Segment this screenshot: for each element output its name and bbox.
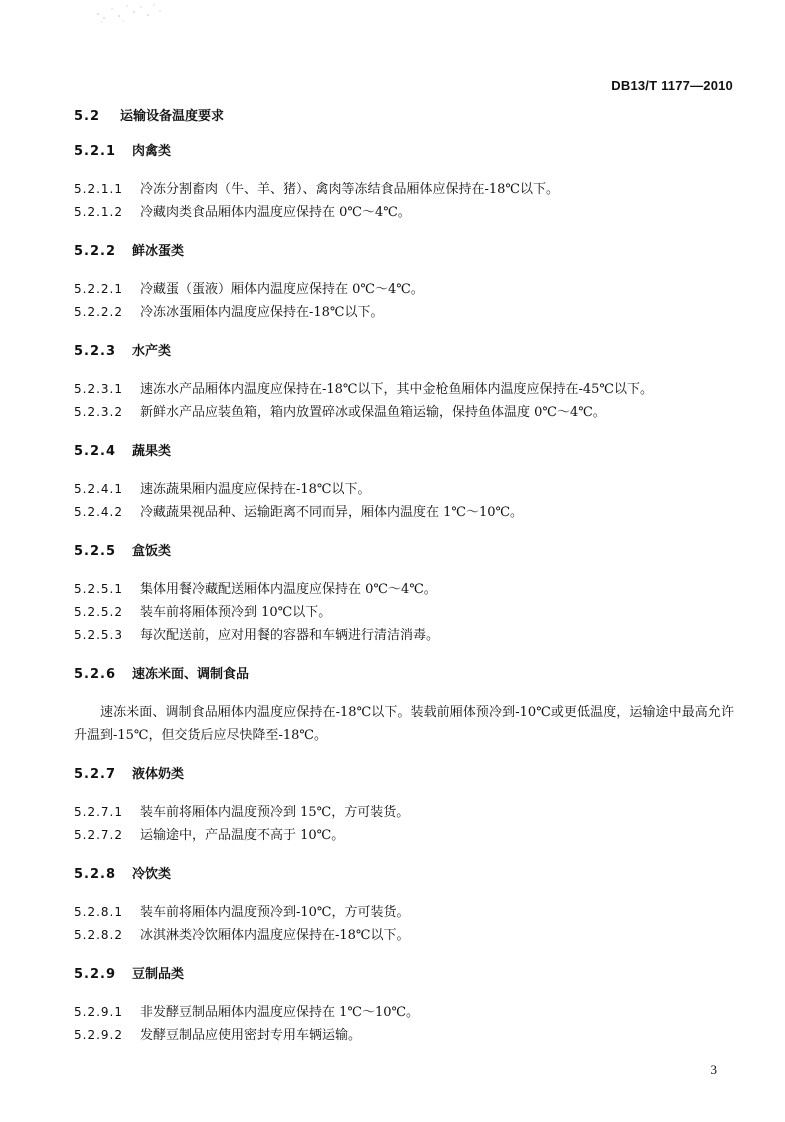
subsection-number: 5.2.7 — [74, 767, 117, 782]
clause-text: 冷冻冰蛋厢体内温度应保持在-18℃以下。 — [140, 305, 384, 320]
section-title: 运输设备温度要求 — [120, 109, 225, 124]
section-number: 5.2 — [74, 109, 101, 124]
subsection-number: 5.2.3 — [74, 344, 117, 359]
clause-item — [74, 201, 734, 224]
clause-item — [74, 378, 734, 401]
subsection-title: 水产类 — [132, 344, 172, 359]
clause-text: 速冻蔬果厢内温度应保持在-18℃以下。 — [140, 482, 371, 497]
clause-item — [74, 578, 734, 601]
subsection-heading — [74, 666, 734, 684]
clause-number: 5.2.1.1 — [74, 182, 123, 196]
subsection-title: 冷饮类 — [132, 867, 172, 882]
clause-number: 5.2.5.3 — [74, 628, 123, 642]
subsection-number: 5.2.1 — [74, 144, 117, 159]
subsection-heading — [74, 243, 734, 261]
subsection-title: 盒饭类 — [132, 544, 172, 559]
clause-paragraph: 速冻米面、调制食品厢体内温度应保持在-18℃以下。装载前厢体预冷到-10℃或更低温度，运输途中最高允许升温到-15℃，但交货后应尽快降至-18℃。 — [74, 705, 734, 743]
clause-item — [74, 824, 734, 847]
clause-text: 冷冻分割畜肉（牛、羊、猪）、禽肉等冻结食品厢体应保持在-18℃以下。 — [140, 182, 559, 197]
clause-item — [74, 178, 734, 201]
clause-number: 5.2.4.2 — [74, 505, 123, 519]
clause-item — [74, 924, 734, 947]
subsection-heading — [74, 966, 734, 984]
clause-item — [74, 1024, 734, 1047]
document-body — [74, 108, 734, 1047]
clause-item — [74, 601, 734, 624]
clause-text: 非发酵豆制品厢体内温度应保持在 1℃～10℃。 — [140, 1005, 420, 1020]
clause-number: 5.2.7.2 — [74, 828, 123, 842]
clause-number: 5.2.3.2 — [74, 405, 123, 419]
clause-text: 新鲜水产品应装鱼箱，箱内放置碎冰或保温鱼箱运输，保持鱼体温度 0℃～4℃。 — [140, 405, 606, 420]
clause-number: 5.2.7.1 — [74, 805, 123, 819]
subsection-heading — [74, 443, 734, 461]
subsection-number: 5.2.2 — [74, 244, 117, 259]
clause-number: 5.2.3.1 — [74, 382, 123, 396]
clause-text: 装车前将厢体内温度预冷到 15℃，方可装货。 — [140, 805, 410, 820]
subsection-title: 鲜冰蛋类 — [132, 244, 185, 259]
subsection-number: 5.2.8 — [74, 867, 117, 882]
clause-item — [74, 801, 734, 824]
clause-number: 5.2.9.2 — [74, 1028, 123, 1042]
page-number: 3 — [710, 1062, 717, 1077]
section-heading — [74, 108, 734, 126]
clause-number: 5.2.2.1 — [74, 282, 123, 296]
scan-noise-mark — [94, 0, 164, 26]
clause-item — [74, 624, 734, 647]
subsection-heading — [74, 143, 734, 161]
clause-item — [74, 1001, 734, 1024]
subsection-heading — [74, 343, 734, 361]
clause-item — [74, 501, 734, 524]
clause-text: 冷藏蛋（蛋液）厢体内温度应保持在 0℃～4℃。 — [140, 282, 424, 297]
clause-text: 集体用餐冷藏配送厢体内温度应保持在 0℃～4℃。 — [140, 582, 437, 597]
clause-item — [74, 901, 734, 924]
subsection-title: 豆制品类 — [132, 967, 185, 982]
clause-number: 5.2.8.1 — [74, 905, 123, 919]
clause-text: 冷藏肉类食品厢体内温度应保持在 0℃～4℃。 — [140, 205, 411, 220]
subsection-title: 蔬果类 — [132, 444, 172, 459]
clause-item — [74, 401, 734, 424]
clause-text: 冷藏蔬果视品种、运输距离不同而异，厢体内温度在 1℃～10℃。 — [140, 505, 524, 520]
subsection-heading — [74, 766, 734, 784]
clause-number: 5.2.2.2 — [74, 305, 123, 319]
clause-text: 装车前将厢体内温度预冷到-10℃，方可装货。 — [140, 905, 410, 920]
clause-number: 5.2.8.2 — [74, 928, 123, 942]
clause-text: 冰淇淋类冷饮厢体内温度应保持在-18℃以下。 — [140, 928, 410, 943]
clause-item — [74, 301, 734, 324]
clause-item — [74, 278, 734, 301]
subsection-number: 5.2.9 — [74, 967, 117, 982]
subsection-title: 肉禽类 — [132, 144, 172, 159]
clause-text: 发酵豆制品应使用密封专用车辆运输。 — [140, 1028, 362, 1043]
subsection-number: 5.2.6 — [74, 667, 117, 682]
subsection-number: 5.2.5 — [74, 544, 117, 559]
subsection-heading — [74, 866, 734, 884]
clause-number: 5.2.4.1 — [74, 482, 123, 496]
clause-item — [74, 478, 734, 501]
subsection-number: 5.2.4 — [74, 444, 117, 459]
clause-number: 5.2.5.2 — [74, 605, 123, 619]
clause-text: 装车前将厢体预冷到 10℃以下。 — [140, 605, 332, 620]
clause-number: 5.2.5.1 — [74, 582, 123, 596]
subsection-title: 速冻米面、调制食品 — [132, 667, 250, 682]
document-code: DB13/T 1177—2010 — [611, 78, 733, 93]
subsection-heading — [74, 543, 734, 561]
subsection-title: 液体奶类 — [132, 767, 185, 782]
clause-text: 运输途中，产品温度不高于 10℃。 — [140, 828, 345, 843]
clause-number: 5.2.9.1 — [74, 1005, 123, 1019]
clause-text: 每次配送前，应对用餐的容器和车辆进行清洁消毒。 — [140, 628, 440, 643]
clause-number: 5.2.1.2 — [74, 205, 123, 219]
clause-text: 速冻水产品厢体内温度应保持在-18℃以下，其中金枪鱼厢体内温度应保持在-45℃以下。 — [140, 382, 653, 397]
